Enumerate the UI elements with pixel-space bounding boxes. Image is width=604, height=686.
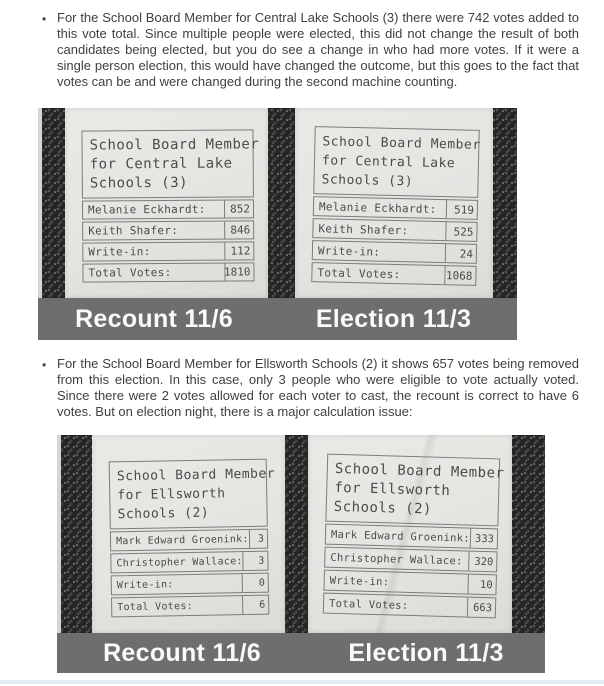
vote-count: 1068 [444, 266, 475, 285]
table-row [323, 570, 497, 596]
ballot-tape-table [81, 129, 260, 282]
bullet-paragraph-ellsworth [42, 356, 579, 420]
paragraph-text: For the School Board Member for Central Lake Schools (3) there were 742 votes added to this vote total. Since multiple people were elected, this did not change the result of both candidates being elected, but you do see a change in who had more votes. If it were a single person election, this would have changed the outcome, but this goes to the fact that votes can be and were changed during the second machine counting. [57, 10, 579, 89]
total-label: Total Votes: [317, 265, 401, 281]
table-row [311, 262, 476, 286]
table-row [110, 551, 268, 574]
table-row [110, 529, 268, 552]
photo-recount-ellsworth [57, 435, 307, 633]
vote-count: 10 [467, 575, 496, 595]
photo-election-central-lake [270, 108, 517, 298]
photo-strip [38, 108, 517, 298]
ballot-tape-paper [92, 435, 285, 633]
table-row [82, 220, 254, 240]
page-bottom-edge [0, 680, 604, 684]
vote-count: 519 [446, 200, 477, 219]
candidate-label: Keith Shafer: [318, 221, 409, 237]
vote-count: 112 [224, 242, 253, 259]
total-label: Total Votes: [328, 597, 409, 612]
header-line: School Board Member [322, 134, 481, 153]
ballot-tape-table [311, 126, 479, 286]
bullet-marker: • [42, 358, 47, 372]
ballot-tape-paper [65, 108, 268, 298]
table-row [324, 547, 498, 573]
vote-count: 525 [445, 222, 476, 241]
total-label: Total Votes: [117, 600, 194, 613]
table-row [82, 199, 254, 219]
header-line: School Board Member [89, 136, 260, 154]
photo-strip [57, 435, 545, 633]
caption-bar [57, 633, 545, 673]
header-line: Schools (2) [117, 505, 210, 523]
figure-ellsworth-comparison [57, 435, 545, 673]
header-line: for Central Lake [321, 153, 456, 172]
tape-table-header [109, 459, 276, 530]
candidate-label: Mark Edward Groenink: [115, 533, 249, 547]
tape-table-header [81, 129, 260, 198]
header-line: Schools (3) [89, 174, 189, 192]
vote-count: 333 [470, 529, 497, 549]
photo-election-ellsworth [307, 435, 545, 633]
candidate-label: Write-in: [317, 243, 381, 259]
vote-count: 24 [445, 244, 476, 263]
caption-election: Election 11/3 [348, 638, 504, 667]
header-line: for Ellsworth [334, 479, 451, 500]
candidate-label: Melanie Eckhardt: [318, 199, 437, 216]
vote-count: 3 [243, 552, 268, 570]
vote-count: 320 [468, 552, 497, 572]
tape-table-header [325, 454, 505, 527]
table-row [111, 573, 269, 596]
candidate-label: Write-in: [116, 578, 174, 591]
total-label: Total Votes: [88, 265, 172, 280]
table-row [111, 595, 269, 618]
header-line: Schools (2) [333, 498, 433, 518]
header-line: for Ellsworth [117, 486, 226, 504]
ballot-tape-paper [308, 435, 512, 633]
table-row [82, 262, 254, 282]
paper-edge-sliver [38, 108, 42, 298]
table-row [312, 218, 477, 242]
figure-central-lake-comparison [38, 108, 517, 340]
caption-election: Election 11/3 [315, 304, 472, 333]
vote-count: 852 [224, 200, 253, 217]
vote-count: 846 [224, 221, 253, 238]
table-row [323, 593, 497, 619]
ballot-tape-table [109, 459, 276, 618]
table-row [312, 240, 477, 264]
caption-bar [38, 298, 517, 340]
table-row [325, 524, 499, 550]
header-line: for Central Lake [89, 155, 233, 173]
header-line: Schools (3) [321, 172, 414, 190]
candidate-label: Melanie Eckhardt: [87, 202, 206, 217]
vote-count: 0 [242, 574, 268, 592]
table-row [313, 196, 478, 220]
caption-recount: Recount 11/6 [75, 304, 233, 333]
vote-count: 663 [467, 598, 496, 618]
candidate-label: Mark Edward Groenink: [330, 528, 471, 545]
photo-recount-central-lake [38, 108, 270, 298]
candidate-label: Christopher Wallace: [330, 551, 463, 567]
paper-edge-sliver [57, 435, 61, 633]
caption-recount: Recount 11/6 [103, 638, 261, 667]
candidate-label: Keith Shafer: [88, 223, 179, 238]
vote-count: 3 [249, 530, 268, 548]
ballot-tape-table [323, 454, 505, 619]
header-line: School Board Member [116, 466, 276, 485]
header-line: School Board Member [334, 460, 505, 482]
candidate-label: Write-in: [329, 574, 390, 588]
ballot-tape-paper [295, 108, 493, 298]
table-row [82, 241, 254, 261]
vote-count: 1810 [224, 263, 253, 280]
tape-table-header [313, 126, 480, 198]
bullet-paragraph-central-lake [42, 10, 579, 90]
candidate-label: Christopher Wallace: [116, 555, 243, 569]
candidate-label: Write-in: [88, 245, 151, 259]
vote-count: 6 [242, 596, 268, 614]
bullet-marker: • [42, 12, 47, 26]
paragraph-text: For the School Board Member for Ellsworth Schools (2) it shows 657 votes being removed from this election. In this case, only 3 people who were eligible to vote actually voted. Since there were 2 votes allowed for each voter to cast, the recount is correct to have 6 votes. But on election night, there is a major calculation issue: [57, 356, 579, 419]
